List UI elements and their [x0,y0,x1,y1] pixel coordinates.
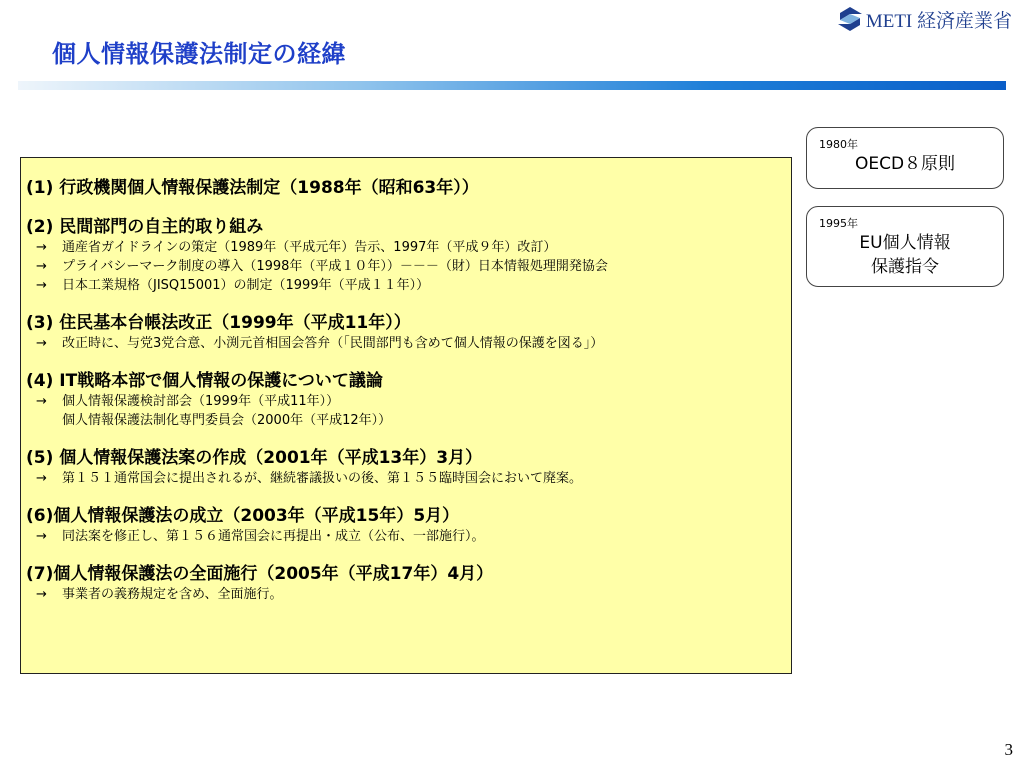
logo-text: METI 経済産業省 [865,10,1012,32]
section-item: → 個人情報保護検討部会（1999年（平成11年）） [36,394,340,409]
eu-year: 1995年 [819,217,858,230]
section-heading: (4) IT戦略本部で個人情報の保護について議論 [26,371,383,391]
section-5 [26,447,791,488]
section-4 [26,370,791,430]
section-7 [26,563,791,604]
arrow-icon: → [36,394,47,409]
arrow-icon: → [36,259,47,274]
section-item: → プライバシーマーク制度の導入（1998年（平成１０年））－－－（財）日本情報処理開発協会 [36,259,608,274]
meti-logo-icon [837,6,863,32]
page-title: 個人情報保護法制定の経緯 [52,40,346,68]
section-item: 個人情報保護法制化専門委員会（2000年（平成12年）） [62,413,392,428]
arrow-icon: → [36,529,47,544]
section-heading: (6)個人情報保護法の成立（2003年（平成15年）5月） [26,506,460,526]
section-1 [26,177,791,199]
section-item: → 同法案を修正し、第１５６通常国会に再提出・成立（公布、一部施行）。 [36,529,485,544]
section-3 [26,312,791,353]
section-heading: (7)個人情報保護法の全面施行（2005年（平成17年）4月） [26,564,494,584]
section-item: → 日本工業規格（JISQ15001）の制定（1999年（平成１１年）） [36,278,430,293]
section-heading: (2) 民間部門の自主的取り組み [26,217,264,237]
section-2 [26,216,791,295]
title-divider [18,81,1006,90]
section-heading: (3) 住民基本台帳法改正（1999年（平成11年）） [26,313,411,333]
section-6 [26,505,791,546]
arrow-icon: → [36,336,47,351]
section-heading: (5) 個人情報保護法案の作成（2001年（平成13年）3月） [26,448,483,468]
section-item: → 通産省ガイドラインの策定（1989年（平成元年）告示、1997年（平成９年）改訂） [36,240,557,255]
section-heading: (1) 行政機関個人情報保護法制定（1988年（昭和63年）） [26,178,479,198]
arrow-icon: → [36,471,47,486]
section-item: → 第１５１通常国会に提出されるが、継続審議扱いの後、第１５５臨時国会において廃案。 [36,471,583,486]
section-item: → 改正時に、与党3党合意、小渕元首相国会答弁（「民間部門も含めて個人情報の保護を図る」） [36,336,604,351]
eu-label-line1: EU個人情報 [859,233,951,253]
timeline-box [20,157,792,674]
eu-label-line2: 保護指令 [871,257,939,277]
oecd-year: 1980年 [819,138,858,151]
eu-box [806,206,1004,287]
arrow-icon: → [36,278,47,293]
section-item: → 事業者の義務規定を含め、全面施行。 [36,587,283,602]
oecd-label: OECD８原則 [854,154,956,174]
arrow-icon: → [36,587,47,602]
oecd-box [806,127,1004,189]
meti-logo [837,6,1012,32]
arrow-icon: → [36,240,47,255]
page-number: 3 [1004,740,1013,759]
